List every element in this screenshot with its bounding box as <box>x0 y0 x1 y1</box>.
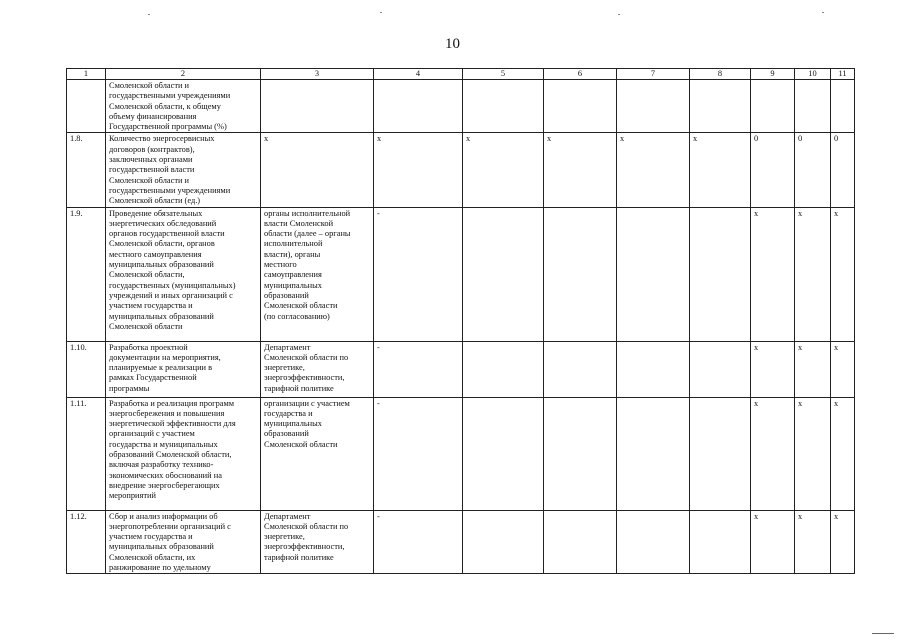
cell-9: х <box>751 397 795 510</box>
cell-11: х <box>831 341 855 397</box>
scan-speck <box>148 14 150 15</box>
cell-11: х <box>831 397 855 510</box>
cell-7: х <box>617 133 690 207</box>
col-header: 1 <box>67 69 106 80</box>
cell-7 <box>617 397 690 510</box>
table-row <box>67 341 855 397</box>
table-row <box>67 510 855 574</box>
measure-name: Проведение обязательных энергетических обследований органов государственной власти Смоленской области, органов местного самоуправления муниципальных образований Смоленской области, государственных (муниципальных) учреждений и иных организаций с участием государства и муниципальных образований Смоленской области <box>106 207 261 341</box>
cell-5 <box>463 80 544 133</box>
table-header-row <box>67 69 855 80</box>
cell-10: 0 <box>795 133 831 207</box>
cell-6 <box>544 510 617 574</box>
cell-8: х <box>690 133 751 207</box>
scan-speck <box>618 14 620 15</box>
cell-10 <box>795 80 831 133</box>
executor <box>261 80 374 133</box>
measure-name: Разработка проектной документации на мероприятия, планируемые к реализации в рамках Государственной программы <box>106 341 261 397</box>
col-header: 6 <box>544 69 617 80</box>
cell-8 <box>690 510 751 574</box>
cell-11 <box>831 80 855 133</box>
cell-4: - <box>374 341 463 397</box>
cell-6: х <box>544 133 617 207</box>
measure-name: Разработка и реализация программ энергосбережения и повышения энергетической эффективности для организаций с участием государства и муниципальных образований Смоленской области, включая разработку технико- экономических обоснований на внедрение энергосберегающих мероприятий <box>106 397 261 510</box>
col-header: 8 <box>690 69 751 80</box>
cell-10: х <box>795 510 831 574</box>
col-header: 11 <box>831 69 855 80</box>
col-header: 4 <box>374 69 463 80</box>
cell-7 <box>617 207 690 341</box>
cell-8 <box>690 397 751 510</box>
col-header: 9 <box>751 69 795 80</box>
cell-6 <box>544 80 617 133</box>
measure-name: Смоленской области и государственными учреждениями Смоленской области, к общему объему финансирования Государственной программы (%) <box>106 80 261 133</box>
executor: Департамент Смоленской области по энергетике, энергоэффективности, тарифной политике <box>261 510 374 574</box>
cell-7 <box>617 341 690 397</box>
cell-11: х <box>831 207 855 341</box>
cell-4: - <box>374 397 463 510</box>
executor: органы исполнительной власти Смоленской области (далее – органы исполнительной власти), органы местного самоуправления муниципальных образований Смоленской области (по согласованию) <box>261 207 374 341</box>
scan-speck <box>822 12 824 13</box>
row-number: 1.9. <box>67 207 106 341</box>
measure-name: Сбор и анализ информации об энергопотреблении организаций с участием государства и муниципальных образований Смоленской области, их ранжирование по удельному <box>106 510 261 574</box>
row-number: 1.12. <box>67 510 106 574</box>
row-number: 1.8. <box>67 133 106 207</box>
cell-5 <box>463 341 544 397</box>
cell-9: х <box>751 341 795 397</box>
cell-10: х <box>795 341 831 397</box>
cell-10: х <box>795 397 831 510</box>
cell-9: х <box>751 510 795 574</box>
col-header: 10 <box>795 69 831 80</box>
col-header: 7 <box>617 69 690 80</box>
cell-6 <box>544 341 617 397</box>
row-number: 1.11. <box>67 397 106 510</box>
executor: х <box>261 133 374 207</box>
col-header: 2 <box>106 69 261 80</box>
cell-6 <box>544 397 617 510</box>
cell-11: 0 <box>831 133 855 207</box>
executor: организации с участием государства и муниципальных образований Смоленской области <box>261 397 374 510</box>
cell-6 <box>544 207 617 341</box>
row-number: 1.10. <box>67 341 106 397</box>
cell-8 <box>690 80 751 133</box>
col-header: 5 <box>463 69 544 80</box>
table-row <box>67 397 855 510</box>
cell-5: х <box>463 133 544 207</box>
measure-name: Количество энергосервисных договоров (контрактов), заключенных органами государственной власти Смоленской области и государственными учреждениями Смоленской области (ед.) <box>106 133 261 207</box>
program-table <box>66 68 855 574</box>
cell-4: - <box>374 510 463 574</box>
col-header: 3 <box>261 69 374 80</box>
cell-7 <box>617 510 690 574</box>
table-row <box>67 133 855 207</box>
cell-4: х <box>374 133 463 207</box>
cell-10: х <box>795 207 831 341</box>
cell-5 <box>463 207 544 341</box>
cell-9 <box>751 80 795 133</box>
cell-11: х <box>831 510 855 574</box>
cell-5 <box>463 397 544 510</box>
cell-9: 0 <box>751 133 795 207</box>
row-number <box>67 80 106 133</box>
page-number: 10 <box>445 36 460 52</box>
table-row <box>67 207 855 341</box>
cell-7 <box>617 80 690 133</box>
scan-speck <box>380 12 382 13</box>
executor: Департамент Смоленской области по энергетике, энергоэффективности, тарифной политике <box>261 341 374 397</box>
cell-4: - <box>374 207 463 341</box>
cell-4 <box>374 80 463 133</box>
scan-mark <box>872 633 894 634</box>
table-row <box>67 80 855 133</box>
cell-5 <box>463 510 544 574</box>
cell-8 <box>690 207 751 341</box>
cell-9: х <box>751 207 795 341</box>
cell-8 <box>690 341 751 397</box>
